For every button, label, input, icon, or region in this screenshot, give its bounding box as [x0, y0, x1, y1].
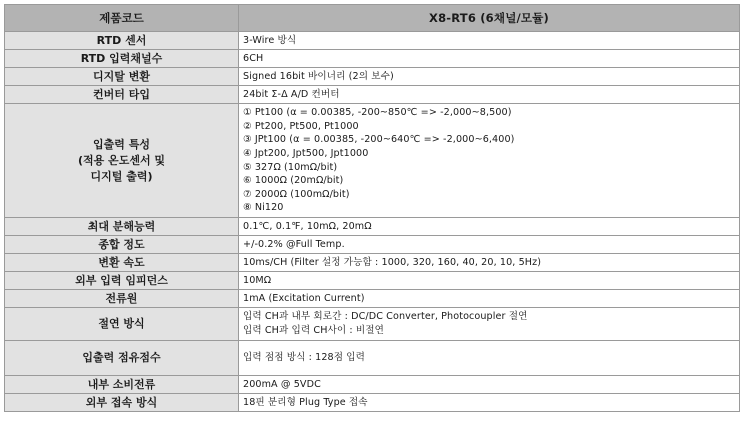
row-value-text: 200mA @ 5VDC: [243, 378, 321, 390]
table-row: [5, 86, 740, 104]
row-value-text: +/-0.2% @Full Temp.: [243, 238, 345, 250]
row-label: [5, 68, 239, 86]
row-value: [239, 341, 740, 376]
row-label: [5, 50, 239, 68]
row-value-text: 18핀 분리형 Plug Type 접속: [243, 396, 368, 408]
row-value-text: Signed 16bit 바이너리 (2의 보수): [243, 70, 394, 82]
row-label-text: 입출력 특성: [93, 137, 150, 151]
row-label-text: (적용 온도센서 및: [77, 153, 166, 167]
row-value-text: 3-Wire 방식: [243, 34, 297, 46]
row-label: [5, 394, 239, 412]
row-label-text: 변환 속도: [98, 255, 145, 269]
row-label-text: 디지탈 변환: [93, 69, 150, 83]
table-row: [5, 218, 740, 236]
row-value-text: 입력 CH과 입력 CH사이 : 비절연: [243, 325, 384, 336]
row-label-text: 종합 정도: [98, 237, 145, 251]
row-value: [239, 254, 740, 272]
table-row: [5, 32, 740, 50]
row-value: [239, 218, 740, 236]
row-value: [239, 272, 740, 290]
row-label: [5, 86, 239, 104]
row-value-text: ④ Jpt200, Jpt500, Jpt1000: [243, 147, 369, 159]
table-row: [5, 290, 740, 308]
row-label: [5, 254, 239, 272]
row-label: [5, 272, 239, 290]
table-row: [5, 50, 740, 68]
table-row: [5, 68, 740, 86]
row-value: [239, 86, 740, 104]
row-value-text: 10ms/CH (Filter 설정 가능함 : 1000, 320, 160, 40, 20, 10, 5Hz): [243, 256, 542, 268]
header-value: X8-RT6 (6채널/모듈): [239, 5, 740, 32]
row-label: [5, 32, 239, 50]
row-value: [239, 50, 740, 68]
row-value-text: 1mA (Excitation Current): [243, 292, 365, 304]
row-value-text: ⑥ 1000Ω (20mΩ/bit): [243, 175, 344, 187]
row-label-text: RTD 입력채널수: [80, 51, 163, 65]
row-value: [239, 376, 740, 394]
row-value-text: 24bit Σ-Δ A/D 컨버터: [243, 88, 340, 100]
row-label: [5, 236, 239, 254]
table-row: [5, 341, 740, 376]
row-value: [239, 236, 740, 254]
table-row: [5, 272, 740, 290]
row-value-text: ① Pt100 (α = 0.00385, -200~850℃ => -2,000~8,500): [243, 107, 512, 119]
row-label-text: 외부 입력 임피던스: [75, 273, 168, 287]
row-label-text: 내부 소비전류: [87, 377, 156, 391]
row-value-text: ⑧ Ni120: [243, 202, 284, 214]
spec-table: [4, 4, 740, 412]
row-label-text: 컨버터 타입: [93, 87, 150, 101]
row-value-text: ② Pt200, Pt500, Pt1000: [243, 120, 359, 132]
row-label-text: 절연 방식: [98, 317, 145, 330]
row-value: [239, 394, 740, 412]
row-value-text: 입력 CH과 내부 회로간 : DC/DC Converter, Photocoupler 절연: [243, 311, 528, 323]
row-label: [5, 104, 239, 218]
row-label: [5, 308, 239, 341]
row-value: [239, 290, 740, 308]
row-label: [5, 290, 239, 308]
row-label-text: 디지털 출력): [90, 169, 153, 183]
row-label-text: 입출력 점유점수: [82, 351, 161, 364]
table-row: [5, 104, 740, 218]
row-value-text: ③ JPt100 (α = 0.00385, -200~640℃ => -2,000~6,400): [243, 134, 515, 146]
row-value-text: 입력 점점 방식 : 128점 입력: [243, 352, 365, 364]
row-value: [239, 68, 740, 86]
table-row: [5, 308, 740, 341]
row-label-text: RTD 센서: [96, 33, 147, 47]
table-row: [5, 376, 740, 394]
row-value-text: ⑦ 2000Ω (100mΩ/bit): [243, 188, 350, 200]
row-value-text: ⑤ 327Ω (10mΩ/bit): [243, 161, 338, 173]
row-value-text: 6CH: [243, 52, 264, 64]
table-row: [5, 236, 740, 254]
header-label: 제품코드: [5, 5, 239, 32]
row-value: [239, 308, 740, 341]
row-value-text: 0.1℃, 0.1℉, 10mΩ, 20mΩ: [243, 220, 372, 232]
table-row: [5, 394, 740, 412]
row-label-text: 최대 분해능력: [87, 219, 156, 233]
header-row: [5, 5, 740, 32]
table-row: [5, 254, 740, 272]
row-label: [5, 218, 239, 236]
row-label-text: 전류원: [105, 291, 138, 305]
row-label: [5, 376, 239, 394]
row-value: [239, 32, 740, 50]
row-label: [5, 341, 239, 376]
row-label-text: 외부 접속 방식: [85, 395, 158, 409]
row-value: [239, 104, 740, 218]
row-value-text: 10MΩ: [243, 274, 272, 286]
